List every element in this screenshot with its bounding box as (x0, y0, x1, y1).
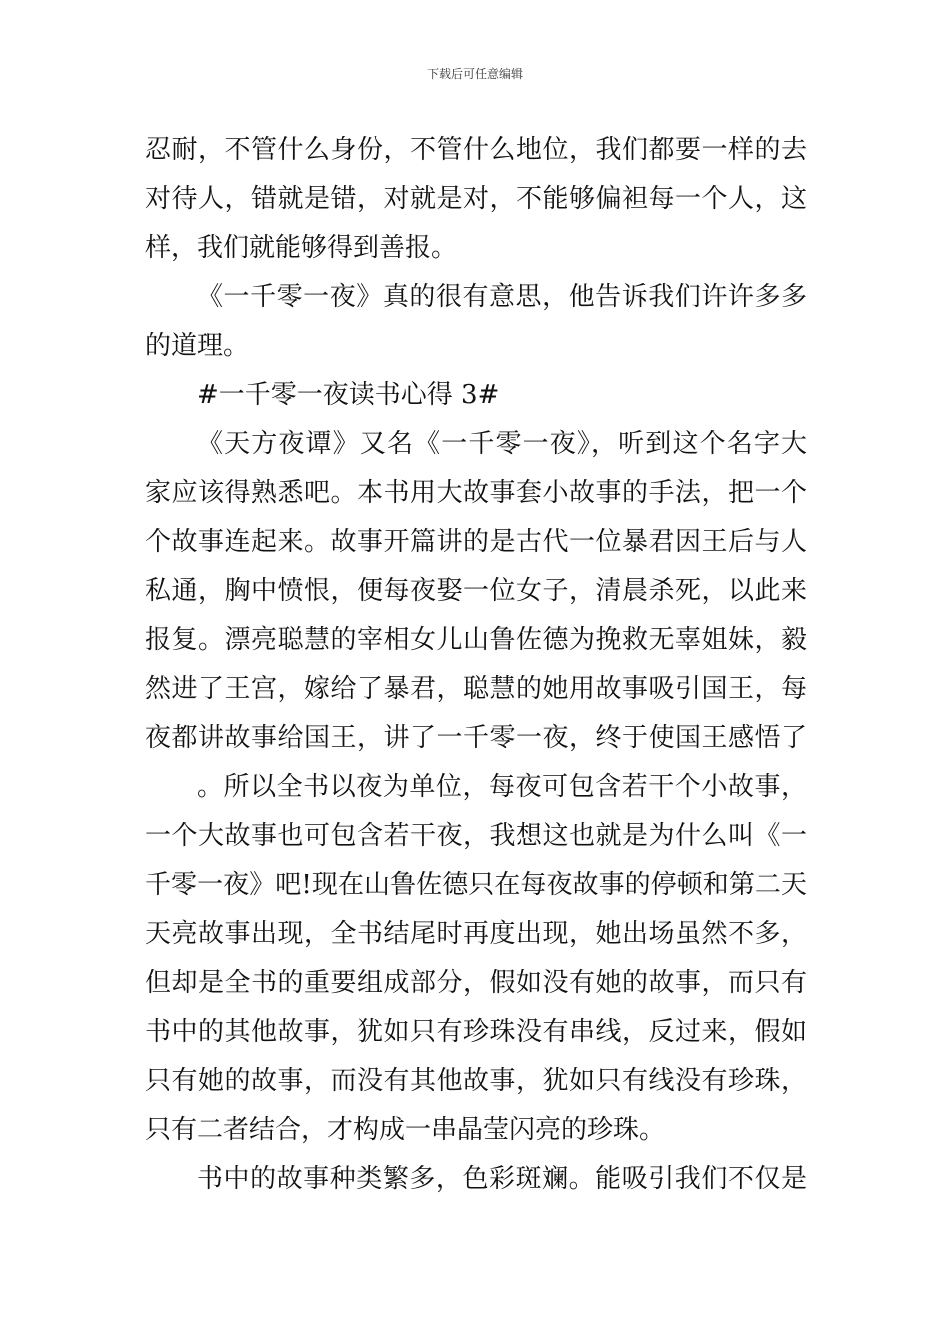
text-line: 一个大故事也可包含若干夜，我想这也就是为什么叫《一 (145, 821, 807, 851)
body-text (145, 126, 807, 1204)
text-line: 只有她的故事，而没有其他故事，犹如只有线没有珍珠， (145, 1066, 807, 1096)
text-line: 。所以全书以夜为单位，每夜可包含若干个小故事， (197, 772, 807, 802)
page-header: 下载后可任意编辑 (426, 67, 523, 81)
text-line: #一千零一夜读书心得 3# (197, 380, 500, 410)
text-line: 书中的其他故事，犹如只有珍珠没有串线，反过来，假如 (145, 1017, 807, 1047)
text-line: 忍耐，不管什么身份，不管什么地位，我们都要一样的去 (145, 135, 807, 165)
text-line: 样，我们就能够得到善报。 (145, 233, 458, 263)
text-line: 只有二者结合，才构成一串晶莹闪亮的珍珠。 (145, 1115, 666, 1145)
text-line: 对待人，错就是错，对就是对，不能够偏袒每一个人，这 (145, 184, 807, 214)
text-line: 私通，胸中愤恨，便每夜娶一位女子，清晨杀死，以此来 (145, 576, 807, 606)
text-line: 书中的故事种类繁多，色彩斑斓。能吸引我们不仅是 (197, 1164, 807, 1194)
text-line: 家应该得熟悉吧。本书用大故事套小故事的手法，把一个 (145, 478, 807, 508)
text-line: 天亮故事出现，全书结尾时再度出现，她出场虽然不多， (145, 919, 807, 949)
text-line: 但却是全书的重要组成部分，假如没有她的故事，而只有 (145, 968, 807, 998)
text-line: 然进了王宫，嫁给了暴君，聪慧的她用故事吸引国王，每 (145, 674, 807, 704)
text-line: 千零一夜》吧!现在山鲁佐德只在每夜故事的停顿和第二天 (145, 870, 807, 900)
text-line: 的道理。 (145, 331, 250, 361)
text-line: 《天方夜谭》又名《一千零一夜》，听到这个名字大 (197, 429, 807, 459)
text-line: 个故事连起来。故事开篇讲的是古代一位暴君因王后与人 (145, 527, 807, 557)
text-line: 《一千零一夜》真的很有意思，他告诉我们许许多多 (197, 282, 807, 312)
text-line: 夜都讲故事给国王，讲了一千零一夜，终于使国王感悟了 (145, 723, 807, 753)
text-line: 报复。漂亮聪慧的宰相女儿山鲁佐德为挽救无辜姐妹，毅 (145, 625, 807, 655)
